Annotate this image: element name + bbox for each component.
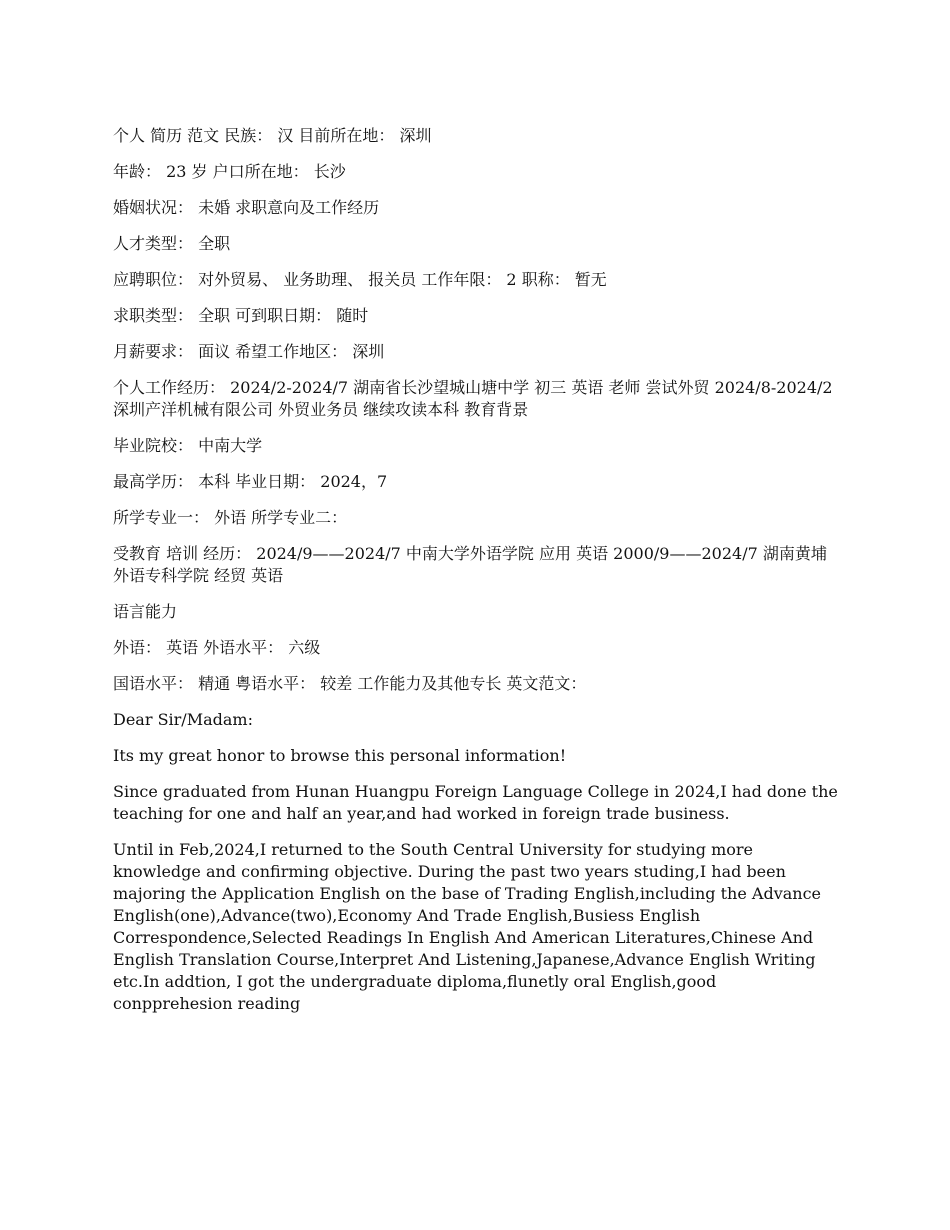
paragraph-degree: 最高学历： 本科 毕业日期： 2024，7 xyxy=(113,472,388,491)
paragraph-graduation: Since graduated from Hunan Huangpu Foreign Language College in 2024,I had done the teaching for one and half an year,and had worked in foreign trade business. xyxy=(113,782,838,823)
paragraph-salary: 月薪要求： 面议 希望工作地区： 深圳 xyxy=(113,342,385,361)
paragraph-study: Until in Feb,2024,I returned to the South Central University for studying more knowledge and confirming objective. During the past two years studing,I had been majoring the Application English on the base of Trading English,including the Advance English(one),Advance(two),Economy And Trade English,Busiess English Correspondence,Selected Readings In English And American Literatures,Chinese And English Translation Course,Interpret And Listening,Japanese,Advance English Writing etc.In addtion, I got the undergraduate diploma,flunetly oral English,good conpprehesion reading xyxy=(113,840,822,1013)
paragraph-work-experience: 个人工作经历： 2024/2-2024/7 湖南省长沙望城山塘中学 初三 英语 老师 尝试外贸 2024/8-2024/2 深圳产洋机械有限公司 外贸业务员 继续攻读本科 教育背景 xyxy=(113,378,833,419)
paragraph-salutation: Dear Sir/Madam: xyxy=(113,710,253,729)
paragraph-personal-info: 个人 简历 范文 民族： 汉 目前所在地： 深圳 xyxy=(113,126,432,145)
paragraph-foreign-language: 外语： 英语 外语水平： 六级 xyxy=(113,638,321,657)
paragraph-education: 受教育 培训 经历： 2024/9——2024/7 中南大学外语学院 应用 英语 2000/9——2024/7 湖南黄埔外语专科学院 经贸 英语 xyxy=(113,544,827,585)
paragraph-age: 年龄： 23 岁 户口所在地： 长沙 xyxy=(113,162,346,181)
document-page xyxy=(113,125,838,1029)
paragraph-intro: Its my great honor to browse this personal information! xyxy=(113,746,567,765)
paragraph-language-heading: 语言能力 xyxy=(113,602,178,621)
paragraph-school: 毕业院校： 中南大学 xyxy=(113,436,263,455)
paragraph-job-type: 求职类型： 全职 可到职日期： 随时 xyxy=(113,306,369,325)
paragraph-marital-status: 婚姻状况： 未婚 求职意向及工作经历 xyxy=(113,198,380,217)
paragraph-major: 所学专业一： 外语 所学专业二： xyxy=(113,508,348,527)
paragraph-position: 应聘职位： 对外贸易、 业务助理、 报关员 工作年限： 2 职称： 暂无 xyxy=(113,270,607,289)
paragraph-talent-type: 人才类型： 全职 xyxy=(113,234,231,253)
paragraph-mandarin-level: 国语水平： 精通 粤语水平： 较差 工作能力及其他专长 英文范文： xyxy=(113,674,587,693)
